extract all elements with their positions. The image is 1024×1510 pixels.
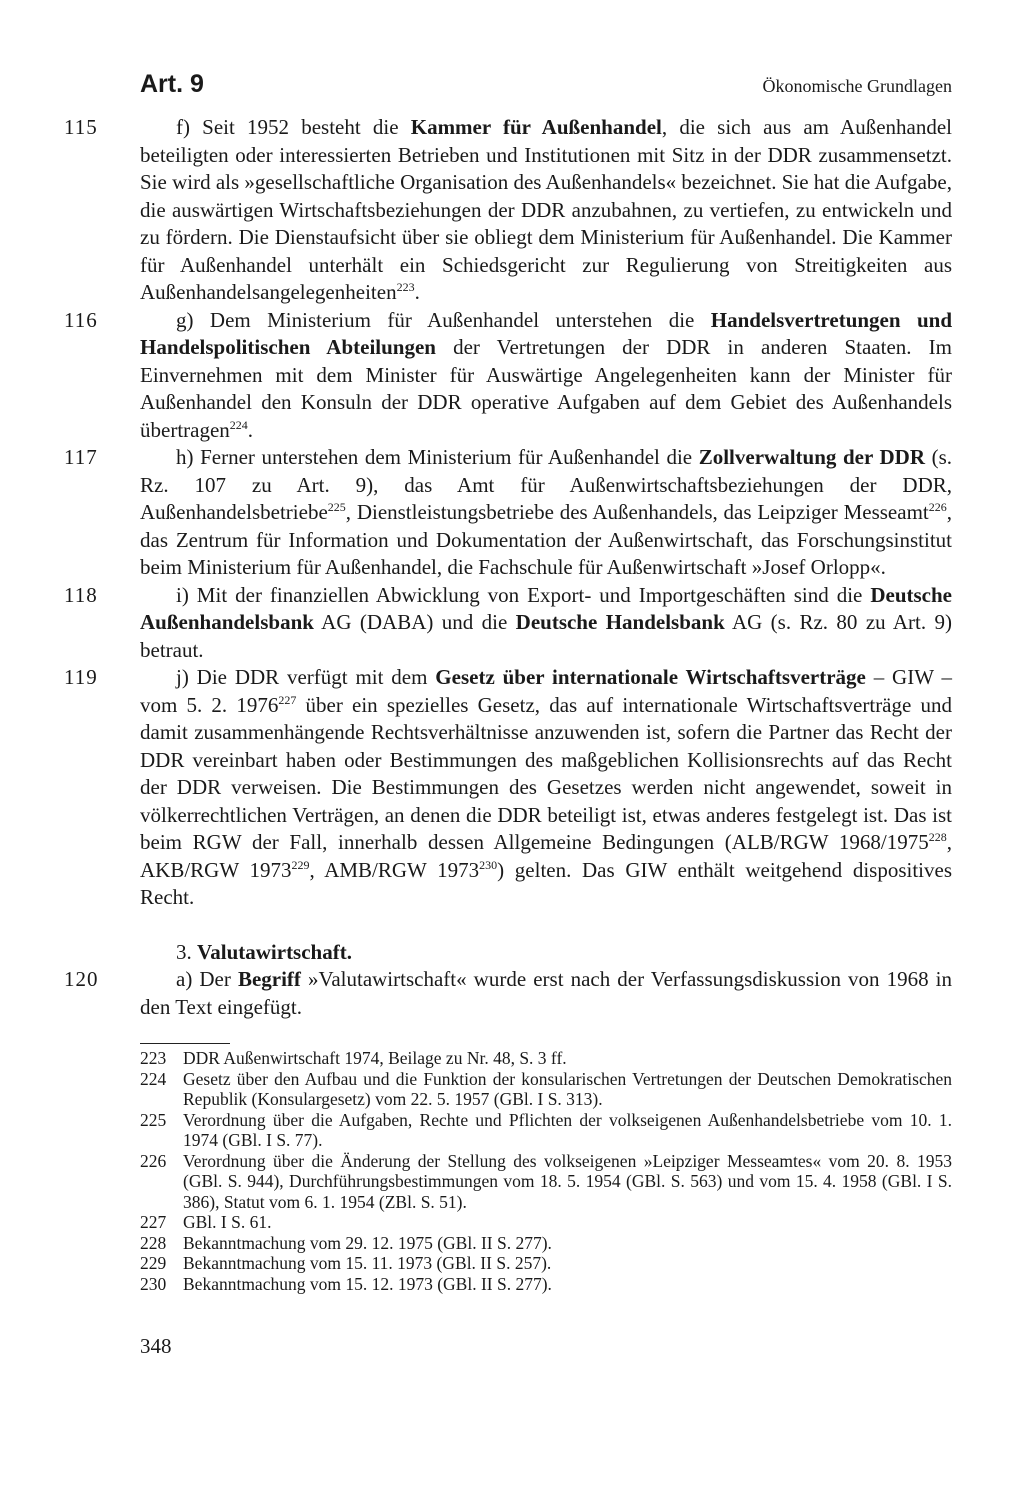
paragraph-text: . xyxy=(247,417,254,442)
paragraph-text: f) Seit 1952 besteht die xyxy=(176,115,411,139)
footnote xyxy=(140,1212,952,1233)
footnote-number: 229 xyxy=(140,1253,167,1273)
main-text xyxy=(64,114,953,1021)
paragraph-text: , AMB/RGW 1973 xyxy=(309,857,480,882)
footnote-ref: 223 xyxy=(396,280,415,294)
footnote-ref: 224 xyxy=(229,417,248,432)
paragraph-text: , das Zentrum für Information und Dokumentation der Außenwirtschaft, das Forschungsinstitut beim Ministerium für Außenhandel, die Fachschule für Außenwirtschaft »Josef Orlopp«. xyxy=(140,500,952,579)
footnote xyxy=(140,1253,952,1274)
paragraph-120 xyxy=(64,966,953,1021)
paragraph-text: , AKB/RGW 1973 xyxy=(140,830,952,882)
footnote-ref: 229 xyxy=(291,857,310,872)
bold-term: Handelsvertretungen und Handelspolitischen Abteilungen xyxy=(140,307,952,359)
margin-number: 115 xyxy=(64,115,98,139)
running-head xyxy=(140,70,952,106)
paragraph-text: ) gelten. Das GIW enthält weitgehend dispositives Recht. xyxy=(140,857,953,909)
footnote xyxy=(140,1110,952,1151)
margin-number: 118 xyxy=(64,582,98,607)
footnote xyxy=(140,1069,952,1110)
bold-term: Zollverwaltung der DDR xyxy=(698,445,925,469)
footnote-ref: 226 xyxy=(928,500,947,514)
paragraph-text: über ein spezielles Gesetz, das auf internationale Wirtschaftsverträge und damit zusammenhängende Rechtsverhältnisse anzuwenden ist, sofern die Partner das Recht der DDR vereinbart haben oder Bestimmungen des maßgeblichen Kollisionsrechts auf das Recht der DDR verweisen. Die Bestimmungen des Gesetzes werden nicht angewendet, soweit in völkerrechtlichen Verträgen, an denen die DDR beteiligt ist, etwas anderes festgelegt ist. Das ist beim RGW der Fall, innerhalb dessen Allgemeine Bedingungen (ALB/RGW 1968/1975 xyxy=(140,692,952,854)
paragraph-text: , die sich aus am Außenhandel beteiligten oder interessierten Betrieben und Institutionen mit Sitz in der DDR zusammensetzt. Sie wird als »gesellschaftliche Organisation des Außenhandels« bezeichnet. Sie hat die Aufgabe, die auswärtigen Wirtschaftsbeziehungen der DDR anzubahnen, zu vertiefen, zu entwickeln und zu fördern. Die Dienstaufsicht über sie obliegt dem Ministerium für Außenhandel. Die Kammer für Außenhandel unterhält ein Schiedsgericht zur Regulierung von Streitigkeiten aus Außenhandelsangelegenheiten xyxy=(140,115,952,304)
paragraph-text: g) Dem Ministerium für Außenhandel unterstehen die xyxy=(176,307,711,332)
paragraph-text: , Dienstleistungsbetriebe des Außenhandels, das Leipziger Messeamt xyxy=(345,500,929,524)
paragraph-118 xyxy=(64,582,952,665)
paragraph-text: i) Mit der finanziellen Abwicklung von Export- und Importgeschäften sind die xyxy=(176,582,871,607)
subheading-title: Valutawirtschaft. xyxy=(197,939,352,964)
bold-term: Begriff xyxy=(237,967,301,991)
margin-number: 119 xyxy=(64,665,98,689)
margin-number: 116 xyxy=(64,307,98,332)
paragraph-text: (s. Rz. 107 zu Art. 9), das Amt für Außenwirtschaftsbeziehungen der DDR, Außenhandelsbetriebe xyxy=(140,445,953,524)
footnote-number: 223 xyxy=(140,1048,167,1068)
paragraph-text: der Vertretungen der DDR in anderen Staaten. Im Einvernehmen mit dem Minister für Auswärtige Angelegenheiten kann der Minister für Außenhandel den Konsuln der DDR operative Aufgaben auf dem Gebiet des Außenhandels übertragen xyxy=(140,335,952,442)
footnote-ref: 225 xyxy=(327,500,346,514)
paragraph-119 xyxy=(64,664,953,912)
margin-number: 117 xyxy=(64,445,98,469)
bold-term: Deutsche Handelsbank xyxy=(515,610,725,634)
margin-number: 120 xyxy=(64,967,99,991)
bold-term: Gesetz über internationale Wirtschaftsverträge xyxy=(435,665,866,689)
subheading-valutawirtschaft xyxy=(140,939,952,967)
footnotes xyxy=(140,1048,952,1294)
page-number: 348 xyxy=(140,1334,172,1358)
paragraph-text: – GIW – vom 5. 2. 1976 xyxy=(140,665,952,717)
footnote xyxy=(140,1233,952,1254)
bold-term: Deutsche Außenhandelsbank xyxy=(140,582,952,634)
paragraph-text: h) Ferner unterstehen dem Ministerium für Außenhandel die xyxy=(176,445,699,469)
bold-term: Kammer für Außenhandel xyxy=(410,115,662,139)
footnote-text: Bekanntmachung vom 15. 12. 1973 (GBl. II S. 277). xyxy=(183,1273,552,1294)
subheading-number: 3. xyxy=(176,939,197,964)
footnote-text: GBl. I S. 61. xyxy=(183,1212,272,1232)
paragraph-116 xyxy=(64,307,952,445)
footnote-number: 226 xyxy=(140,1150,167,1171)
footnote-ref: 230 xyxy=(479,857,498,872)
section-title: Ökonomische Grundlagen xyxy=(762,76,952,96)
paragraph-text: . xyxy=(414,280,420,304)
article-label: Art. 9 xyxy=(140,70,204,98)
footnote-number: 227 xyxy=(140,1212,167,1232)
footnote-number: 230 xyxy=(140,1273,167,1294)
paragraph-117 xyxy=(64,444,953,582)
footnote-text: Verordnung über die Aufgaben, Rechte und Pflichten der volkseigenen Außenhandelsbetriebe vom 10. 1. 1974 (GBl. I S. 77). xyxy=(183,1109,952,1150)
footnote-ref: 227 xyxy=(278,692,297,707)
footnote-text: Bekanntmachung vom 15. 11. 1973 (GBl. II S. 257). xyxy=(183,1253,552,1273)
footnote-number: 228 xyxy=(140,1232,167,1253)
footnote xyxy=(140,1274,952,1295)
paragraph-text: AG (s. Rz. 80 zu Art. 9) betraut. xyxy=(140,610,952,662)
paragraph-115 xyxy=(64,114,952,307)
footnote-text: Verordnung über die Änderung der Stellung des volkseigenen »Leipziger Messeamtes« vom 20. 8. 1953 (GBl. S. 944), Durchführungsbestimmungen vom 18. 5. 1954 (GBl. S. 563) und vom 15. 4. 1958 (GBl. I S. 386), Statut vom 6. 1. 1954 (ZBl. S. 51). xyxy=(183,1150,952,1212)
paragraph-text: »Valutawirtschaft« wurde erst nach der Verfassungsdiskussion von 1968 in den Text eingefügt. xyxy=(140,967,953,1019)
footnote xyxy=(140,1048,952,1069)
footnote-ref: 228 xyxy=(928,830,947,844)
footnote-number: 224 xyxy=(140,1068,167,1089)
footnote xyxy=(140,1151,952,1213)
paragraph-text: AG (DABA) und die xyxy=(313,610,516,634)
paragraph-text: a) Der xyxy=(176,967,238,991)
footnote-text: DDR Außenwirtschaft 1974, Beilage zu Nr. 48, S. 3 ff. xyxy=(183,1048,567,1068)
footnote-rule xyxy=(140,1043,230,1044)
footnote-text: Bekanntmachung vom 29. 12. 1975 (GBl. II S. 277). xyxy=(183,1232,552,1253)
section-gap xyxy=(140,912,952,939)
footnote-text: Gesetz über den Aufbau und die Funktion der konsularischen Vertretungen der Deutschen Demokratischen Republik (Konsulargesetz) vom 22. 5. 1957 (GBl. I S. 313). xyxy=(183,1068,952,1109)
paragraph-text: j) Die DDR verfügt mit dem xyxy=(176,665,436,689)
footnote-number: 225 xyxy=(140,1109,167,1130)
